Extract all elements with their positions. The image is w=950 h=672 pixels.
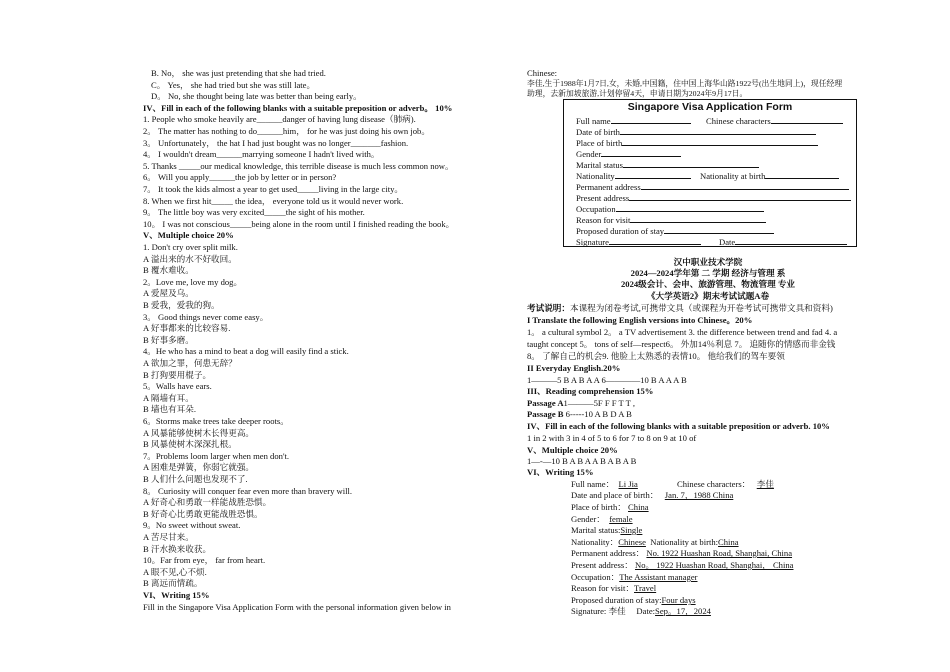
section-5-answers: 1—-—10 B A B A A B A B A B	[527, 456, 637, 466]
left-line: A 溢出来的水不好收回。	[143, 253, 237, 264]
answer-occupation: Occupation：The Assistant manager	[571, 572, 698, 582]
visa-form-title: Singapore Visa Application Form	[627, 101, 793, 113]
section-1-line-2: taught concept 5。 tons of self—respect6。 外加14％利息 7。 追随你的情感而非金钱	[527, 339, 836, 349]
form-reason-for-visit: Reason for visit	[576, 214, 766, 225]
section-3-title: III、Reading comprehension 15%	[527, 386, 654, 396]
left-line: 7。 It took the kids almost a year to get used_____living in the large city。	[143, 184, 403, 194]
form-full-name: Full name	[576, 115, 691, 126]
left-line: IV、Fill in each of the following blanks with a suitable preposition or adverb。 10%	[143, 102, 453, 113]
intro-line-1: 李佳,生于1988年1月7日,女，未婚,中国籍，住中国上海华山路1922号(出生地同上)，现任经理	[527, 79, 843, 88]
passage-b: Passage B 6-----10 A B D A B	[527, 409, 632, 419]
left-line: B 好事多磨。	[143, 334, 194, 345]
left-line: 3。 Good things never come easy。	[143, 311, 269, 322]
answer-marital: Marital status:Single	[571, 525, 643, 535]
left-line: 4。 I wouldn't dream______marrying someone I hadn't lived with。	[143, 149, 380, 160]
left-line: VI、Writing 15%	[143, 590, 210, 600]
section-4-title: IV、Fill in each of the following blanks with a suitable preposition or adverb. 10%	[527, 421, 830, 431]
answer-signature: Signature: 李佳 Date:Sep。17，2024	[571, 606, 711, 616]
left-line: B 汗水换来收获。	[143, 543, 212, 554]
passage-a: Passage A1———5F F F T T ,	[527, 398, 636, 408]
form-signature: Signature	[576, 236, 701, 247]
left-line: 2。 The matter has nothing to do______him， for he was just doing his own job。	[143, 126, 430, 136]
left-line: V、Multiple choice 20%	[143, 230, 234, 241]
left-line: A 好奇心和勇敢一样能战胜恐惧。	[143, 497, 272, 508]
left-line: B 人们什么问题也发现不了.	[143, 474, 248, 484]
left-line: B 爱我，爱我的狗。	[143, 300, 220, 310]
form-chinese-characters: Chinese characters	[706, 115, 843, 126]
left-line: 10。 I was not conscious_____being alone in the room until I finished reading the book。	[143, 218, 455, 229]
left-line: A 爱屋及乌。	[143, 288, 194, 299]
left-line: 4。He who has a mind to beat a dog will easily find a stick.	[143, 346, 349, 357]
left-line: 1. People who smoke heavily are______danger of having lung disease（肺病).	[143, 114, 416, 125]
left-line: B 墙也有耳朵.	[143, 404, 196, 415]
left-line: 6。 Will you apply______the job by letter or in person?	[143, 172, 337, 183]
form-proposed-duration: Proposed duration of stay	[576, 225, 774, 236]
left-line: 5。Walls have ears.	[143, 381, 212, 392]
intro-line-2: 助理，去新加坡旅游,计划停留4天，申请日期为2024年9月17日。	[527, 89, 748, 98]
section-4-answers: 1 in 2 with 3 in 4 of 5 to 6 for 7 to 8 on 9 at 10 of	[527, 433, 697, 443]
form-nationality: Nationality	[576, 170, 691, 181]
exam-title: 《大学英语2》期末考试试题A卷	[646, 291, 770, 301]
left-line: B 好奇心比勇敢更能战胜恐惧。	[143, 508, 263, 519]
section-5-title: V、Multiple choice 20%	[527, 445, 618, 455]
answer-permanent-address: Permanent address： No. 1922 Huashan Road, Shanghai, China	[571, 548, 793, 558]
left-line: A 风暴能够使树木长得更高。	[143, 427, 255, 438]
left-line: 3。 Unfortunately， the hat I had just bought was no longer_______fashion.	[143, 137, 409, 148]
left-line: B. No， she was just pretending that she had tried.	[151, 68, 326, 78]
section-2-answers: 1———5 B A B A A 6————10 B A A A B	[527, 375, 687, 385]
left-line: A 隔墙有耳。	[143, 392, 194, 403]
form-marital-status: Marital status	[576, 159, 759, 170]
section-2-title: II Everyday English.20%	[527, 363, 621, 373]
answer-full-name: Full name： Li Jia	[571, 479, 638, 489]
majors-line: 2024级会计、会申、旅游管理、物流管理 专业	[620, 279, 796, 289]
left-line: A 眼不见,心不烦.	[143, 566, 207, 577]
left-line: 2。Love me, love my dog。	[143, 276, 243, 287]
answer-gender: Gender： female	[571, 514, 633, 524]
form-gender: Gender	[576, 148, 681, 159]
form-date: Date	[719, 236, 847, 247]
left-line: 9。No sweet without sweat.	[143, 520, 241, 531]
form-place-of-birth: Place of birth	[576, 137, 818, 148]
left-line: 10。Far from eye， far from heart.	[143, 555, 266, 566]
school-name: 汉中职业技术学院	[673, 257, 743, 267]
form-present-address: Present address	[576, 192, 851, 203]
section-1-line-1: 1。 a cultural symbol 2。 a TV advertisement 3. the difference between trend and fad 4. a	[527, 327, 838, 337]
left-line: 9。 The little boy was very excited_____the sight of his mother.	[143, 207, 365, 218]
left-line: 8. When we first hit_____ the idea， everyone told us it would never work.	[143, 195, 404, 206]
left-line: 5. Thanks _____our medical knowledge, this terrible disease is much less common now。	[143, 160, 454, 171]
form-occupation: Occupation	[576, 203, 764, 214]
answer-reason: Reason for visit：Travel	[571, 583, 657, 593]
section-1-line-3: 8。 了解自己的机会9. 他脸上太熟悉的表情10。 他给我们的驾车要领	[527, 351, 785, 361]
left-line: B 离远而情疏。	[143, 578, 203, 589]
answer-present-address: Present address： No。 1922 Huashan Road, Shanghai， China	[571, 560, 794, 570]
answer-nationality: Nationality：Chinese Nationality at birth:China	[571, 537, 739, 547]
answer-dob: Date and place of birth： Jan. 7，1988 China	[571, 490, 734, 500]
left-line: B 打狗要用棍子。	[143, 369, 212, 380]
left-line: A 苦尽甘来。	[143, 532, 194, 542]
answer-duration: Proposed duration of stay:Four days	[571, 595, 696, 605]
left-line: A 困难是弹簧，你弱它就强。	[143, 462, 255, 473]
visa-form-box	[563, 99, 857, 247]
left-line: 1. Don't cry over split milk.	[143, 242, 238, 252]
left-line: D。 No, she thought being late was better than being early。	[151, 91, 362, 102]
answer-pob: Place of birth： China	[571, 502, 649, 512]
exam-note: 考试说明：本课程为闭卷考试,可携带文具（或课程为开卷考试可携带文具和资料)	[527, 303, 833, 313]
left-line: B 覆水难收。	[143, 265, 194, 276]
chinese-label: Chinese:	[527, 68, 558, 78]
left-line: 6。Storms make trees take deeper roots。	[143, 416, 289, 426]
left-line: B 风暴使树木深深扎根。	[143, 439, 237, 450]
left-line: 7。Problems loom larger when men don't.	[143, 450, 290, 461]
left-line: A 好事都来的比较容易.	[143, 323, 231, 334]
answer-chinese: Chinese characters： 李佳	[677, 479, 774, 489]
term-line: 2024—2024学年第 二 学期 经济与管理 系	[630, 268, 786, 278]
section-6-title: VI、Writing 15%	[527, 467, 594, 477]
form-nationality-at-birth: Nationality at birth	[700, 170, 839, 181]
left-line: Fill in the Singapore Visa Application Form with the personal information given below in	[143, 601, 451, 612]
section-1-title: I Translate the following English versions into Chinese。20%	[527, 315, 753, 325]
left-line: A 欲加之罪，何患无辞？	[143, 358, 237, 368]
left-line: 8。 Curiosity will conquer fear even more than bravery will.	[143, 485, 353, 496]
left-line: C。 Yes， she had tried but she was still late。	[151, 79, 316, 90]
form-permanent-address: Permanent address	[576, 181, 849, 192]
form-date-of-birth: Date of birth	[576, 126, 816, 137]
